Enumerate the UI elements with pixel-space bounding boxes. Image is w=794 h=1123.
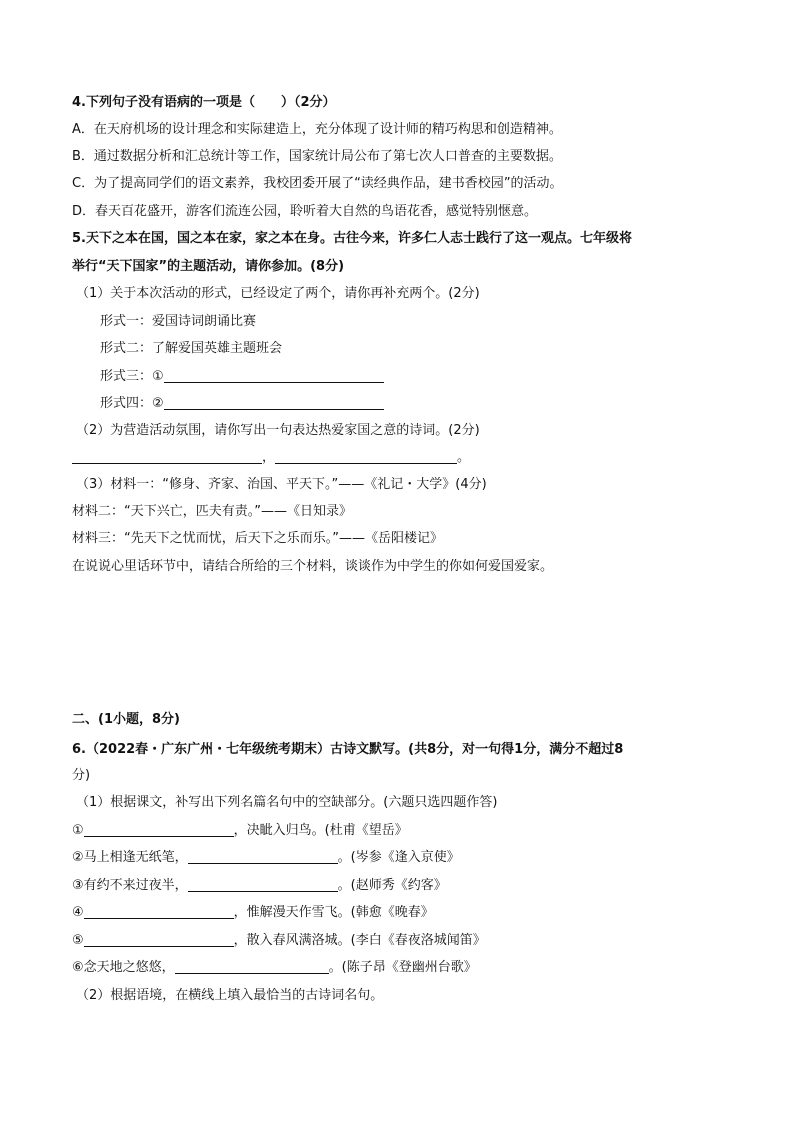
q5-form3-answer-blank[interactable] [164, 368, 384, 383]
q5-part1-prompt: （1）关于本次活动的形式，已经设定了两个，请你再补充两个。(2分) [76, 286, 480, 301]
q6-item-5-prefix: ⑤ [72, 933, 84, 948]
q5-form3 [100, 367, 760, 387]
q5-part2-prompt: （2）为营造活动氛围，请你写出一句表达热爱家国之意的诗词。(2分) [76, 423, 480, 438]
q6-item-1-suffix: ，决眦入归鸟。(杜甫《望岳》 [233, 823, 408, 838]
q5-material2: 材料二：“天下兴亡，匹夫有责。”——《日知录》 [72, 504, 352, 519]
q6-item-5-suffix: ，散入春风满洛城。(李白《春夜洛城闻笛》 [233, 933, 486, 948]
q5-part2-period: 。 [457, 450, 471, 465]
q5-form1: 形式一：爱国诗词朗诵比赛 [100, 314, 257, 329]
q6-item-5-blank[interactable] [84, 932, 234, 947]
q6-item-4-prefix: ④ [72, 905, 84, 920]
q6-item-3-suffix: 。(赵师秀《约客》 [337, 878, 447, 893]
q6-item-4-suffix: ，惟解漫天作雪飞。(韩愈《晚春》 [233, 905, 434, 920]
q6-item-3-blank[interactable] [188, 877, 338, 892]
q5-form3-label: 形式三：① [100, 369, 164, 384]
q5-form2: 形式二：了解爱国英雄主题班会 [100, 341, 283, 356]
q6-item-2-suffix: 。(岑参《逢入京使》 [337, 850, 460, 865]
q6-item-4 [72, 903, 732, 923]
q5-part2-answer [72, 448, 732, 468]
q6-item-2 [72, 848, 732, 868]
q6-item-5 [72, 931, 732, 951]
q5-form4 [100, 394, 760, 414]
q5-part3-prompt: 在说说心里话环节中，请结合所给的三个材料，谈谈作为中学生的你如何爱国爱家。 [72, 559, 554, 574]
q6-item-6-blank[interactable] [175, 959, 329, 974]
q5-part2-blank-2[interactable] [275, 449, 457, 464]
q6-item-6 [72, 958, 732, 978]
q4-title: 4.下列句子没有语病的一项是（ ）（2分） [72, 95, 336, 110]
q5-part2-comma: ， [262, 450, 276, 465]
q4-option-a: A．在天府机场的设计理念和实际建造上，充分体现了设计师的精巧构思和创造精神。 [72, 122, 562, 137]
q6-title-line1: 6.（2022春・广东广州・七年级统考期末）古诗文默写。(共8分，对一句得1分，满分不超过8 [72, 742, 624, 757]
q6-item-1-prefix: ① [72, 823, 84, 838]
q6-part2-prompt: （2）根据语境，在横线上填入最恰当的古诗词名句。 [76, 988, 384, 1003]
q6-item-6-suffix: 。(陈子昂《登幽州台歌》 [328, 960, 477, 975]
q5-title-line2: 举行“天下国家”的主题活动，请你参加。(8分) [72, 259, 345, 274]
q6-item-3-prefix: ③有约不来过夜半， [72, 878, 188, 893]
q4-option-b: B．通过数据分析和汇总统计等工作，国家统计局公布了第七次人口普查的主要数据。 [72, 149, 562, 164]
q6-title-line2: 分) [72, 768, 91, 783]
q6-part1-prompt: （1）根据课文，补写出下列名篇名句中的空缺部分。(六题只选四题作答) [76, 795, 498, 810]
q6-item-4-blank[interactable] [84, 904, 234, 919]
q5-material1: （3）材料一：“修身、齐家、治国、平天下。”——《礼记・大学》(4分) [76, 477, 487, 492]
q4-option-d: D．春天百花盛开，游客们流连公园，聆听着大自然的鸟语花香，感觉特别惬意。 [72, 204, 538, 219]
q6-item-6-prefix: ⑥念天地之悠悠， [72, 960, 175, 975]
q6-item-1-blank[interactable] [84, 822, 234, 837]
q5-material3: 材料三：“先天下之忧而忧，后天下之乐而乐。”——《岳阳楼记》 [72, 531, 443, 546]
q6-item-2-blank[interactable] [188, 849, 338, 864]
q6-item-1 [72, 821, 732, 841]
q5-part2-blank-1[interactable] [72, 449, 262, 464]
q5-form4-answer-blank[interactable] [164, 395, 384, 410]
q6-item-2-prefix: ②马上相逢无纸笔， [72, 850, 188, 865]
q4-option-c: C．为了提高同学们的语文素养，我校团委开展了“读经典作品，建书香校园”的活动。 [72, 176, 563, 191]
q5-title-line1: 5.天下之本在国，国之本在家，家之本在身。古往今来，许多仁人志士践行了这一观点。七年级将 [72, 231, 632, 246]
q6-item-3 [72, 876, 732, 896]
q5-form4-label: 形式四：② [100, 396, 164, 411]
section2-heading: 二、(1小题，8分) [72, 712, 180, 727]
